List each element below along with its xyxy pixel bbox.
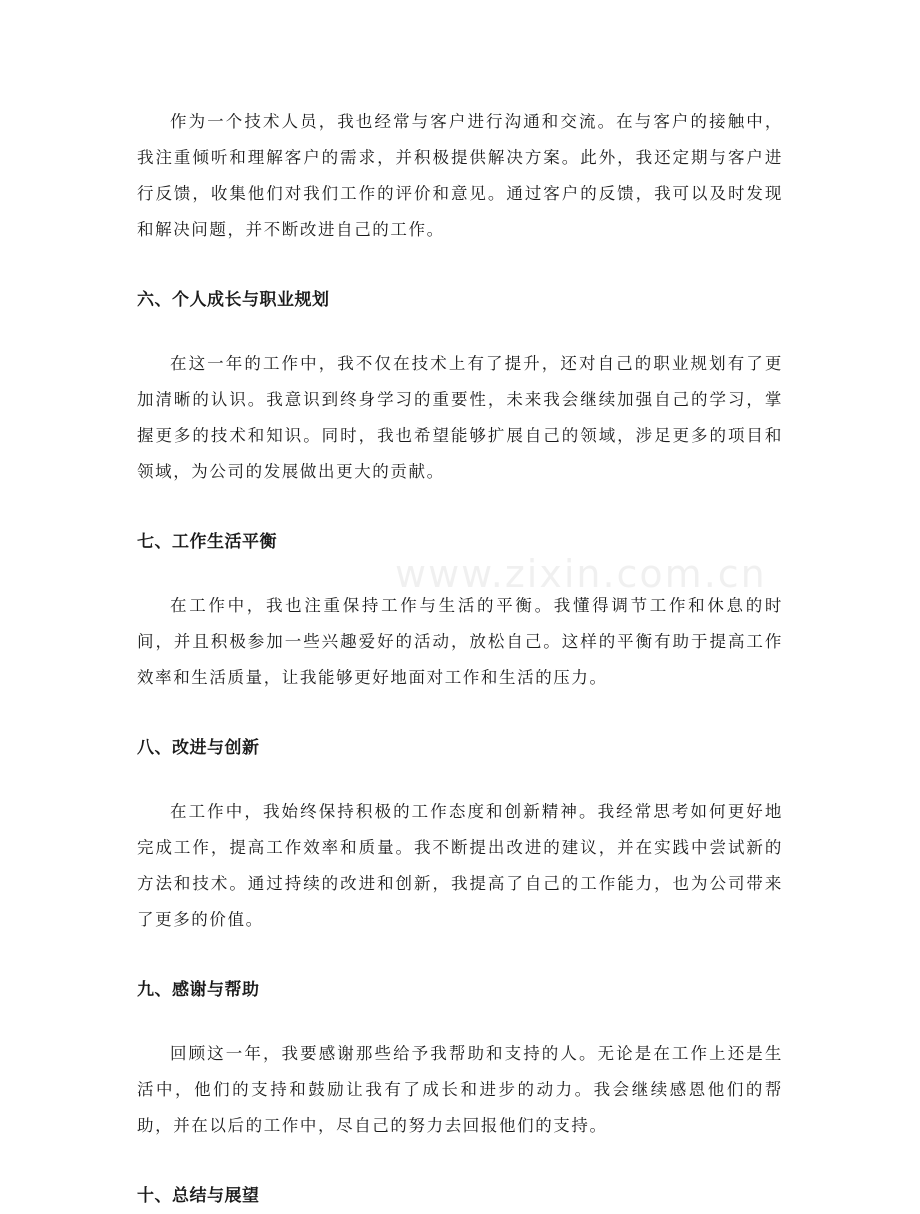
paragraph-work-life-balance: 在工作中，我也注重保持工作与生活的平衡。我懂得调节工作和休息的时间，并且积极参加一些兴趣爱好的活动，放松自己。这样的平衡有助于提高工作效率和生活质量，让我能够更好地面对工作和生活的压力。 xyxy=(137,596,783,687)
heading-improvement-innovation: 八、改进与创新 xyxy=(137,738,260,758)
heading-thanks-help: 九、感谢与帮助 xyxy=(137,980,260,1000)
paragraph-customer-communication: 作为一个技术人员，我也经常与客户进行沟通和交流。在与客户的接触中，我注重倾听和理解客户的需求，并积极提供解决方案。此外，我还定期与客户进行反馈，收集他们对我们工作的评价和意见。通过客户的反馈，我可以及时发现和解决问题，并不断改进自己的工作。 xyxy=(137,112,783,239)
watermark-text: www.zixin.com.cn xyxy=(395,552,767,596)
heading-work-life-balance: 七、工作生活平衡 xyxy=(137,532,277,552)
document-body xyxy=(137,104,783,1214)
paragraph-improvement-innovation: 在工作中，我始终保持积极的工作态度和创新精神。我经常思考如何更好地完成工作，提高工作效率和质量。我不断提出改进的建议，并在实践中尝试新的方法和技术。通过持续的改进和创新，我提高了自己的工作能力，也为公司带来了更多的价值。 xyxy=(137,802,783,929)
heading-personal-growth: 六、个人成长与职业规划 xyxy=(137,290,330,310)
heading-summary-outlook: 十、总结与展望 xyxy=(137,1186,260,1206)
paragraph-thanks-help: 回顾这一年，我要感谢那些给予我帮助和支持的人。无论是在工作上还是生活中，他们的支持和鼓励让我有了成长和进步的动力。我会继续感恩他们的帮助，并在以后的工作中，尽自己的努力去回报他们的支持。 xyxy=(137,1044,783,1135)
paragraph-personal-growth: 在这一年的工作中，我不仅在技术上有了提升，还对自己的职业规划有了更加清晰的认识。我意识到终身学习的重要性，未来我会继续加强自己的学习，掌握更多的技术和知识。同时，我也希望能够扩展自己的领域，涉足更多的项目和领域，为公司的发展做出更大的贡献。 xyxy=(137,354,783,481)
